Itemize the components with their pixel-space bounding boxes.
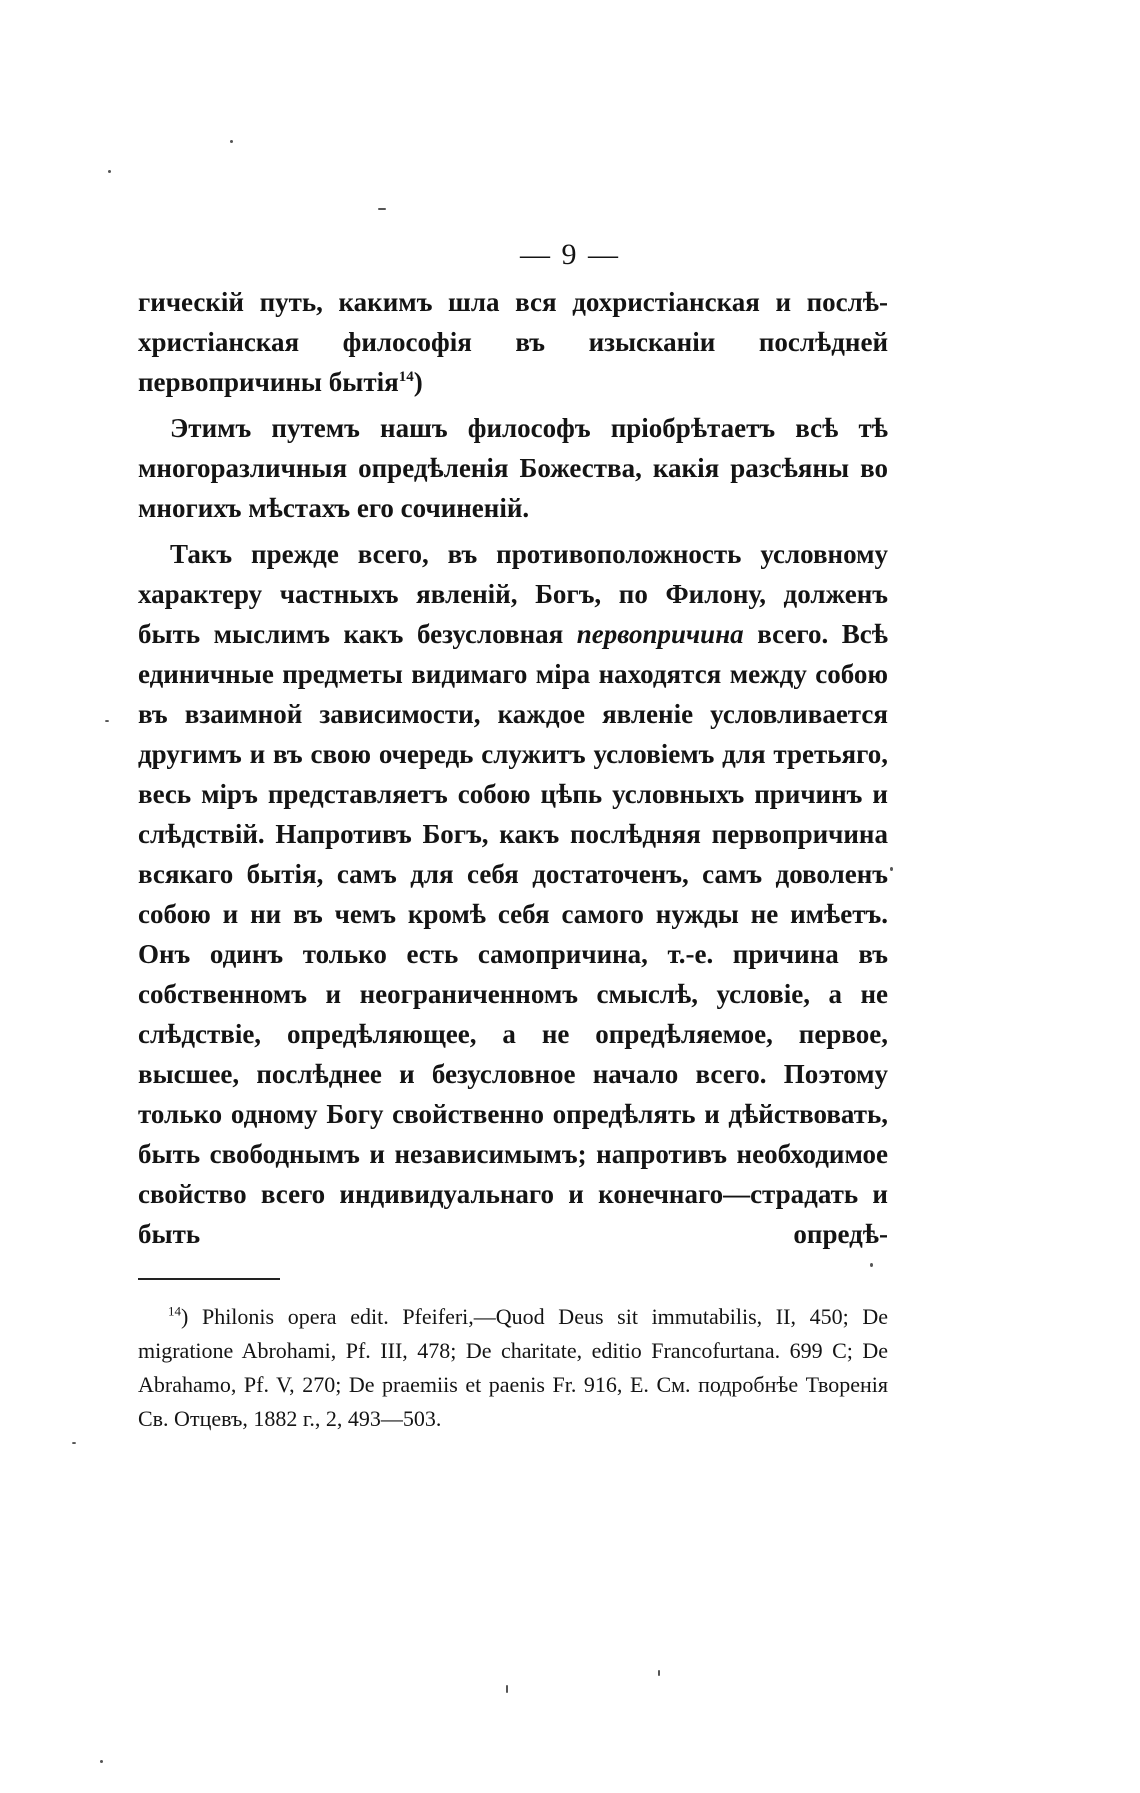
paragraph-3-after: всего. Всѣ единичные предметы видимаго міра находятся между собою въ взаимной зависимости, каждое явленіе условливается другимъ и въ свою очередь служитъ условіемъ для третьяго, весь міръ представляетъ собою цѣпь условныхъ причинъ и слѣдствій. Напротивъ Богъ, какъ послѣдняя первопричина всякаго бытія, самъ для себя достаточенъ, самъ доволенъ собою и ни въ чемъ кромѣ себя самого нужды не имѣетъ. Онъ одинъ только есть самопричина, т.-е. причина въ собственномъ и неограниченномъ смыслѣ, условіе, а не слѣдствіе, опредѣляющее, а не опредѣляемое, первое, высшее, послѣднее и безусловное начало всего. Поэтому только одному Богу свойственно опредѣлять и дѣйствовать, быть свободнымъ и независимымъ; напротивъ необходимое свойство всего индивидуальнаго и конечнаго—страдать и быть опредѣ-	[138, 619, 888, 1249]
scan-speck	[100, 1760, 103, 1763]
emphasis-term: первопричина	[576, 619, 744, 649]
scan-speck	[870, 1263, 873, 1267]
page-number: — 9 —	[520, 238, 620, 271]
paragraph-1-text: гическій путь, какимъ шла вся дохристіанская и послѣ-христіанская философія въ изысканіи послѣдней первопричины бытія	[138, 287, 888, 397]
scan-speck	[230, 140, 233, 143]
paragraph-2: Этимъ путемъ нашъ философъ пріобрѣтаетъ всѣ тѣ многоразличныя опредѣленія Божества, какія разсѣяны во многихъ мѣстахъ его сочиненій.	[138, 413, 888, 523]
body-text	[138, 282, 888, 1260]
footnote-reference: 14	[398, 369, 414, 385]
scan-speck	[72, 1442, 76, 1444]
paragraph-3	[138, 534, 888, 1254]
paragraph-1	[138, 282, 888, 402]
scan-speck	[890, 867, 893, 871]
paragraph-3-before: Такъ прежде всего, въ противоположность условному характеру частныхъ явленій, Богъ, по Филону, долженъ быть мыслимъ какъ безусловная	[138, 539, 888, 649]
scan-speck	[506, 1685, 508, 1693]
footnote-mark: 14	[168, 1303, 181, 1319]
scan-speck	[105, 720, 109, 722]
paragraph-1-tail: )	[413, 367, 423, 397]
scan-speck	[378, 208, 386, 210]
footnote	[138, 1300, 888, 1436]
scan-speck	[658, 1670, 660, 1676]
footnote-text: ) Philonis opera edit. Pfeiferi,—Quod Deus sit immutabilis, II, 450; De migratione Abrohami, Pf. III, 478; De charitate, editio Francofurtana. 699 C; De Abrahamo, Pf. V, 270; De praemiis et paenis Fr. 916, E. См. подробнѣе Творенія Св. Отцевъ, 1882 г., 2, 493—503.	[138, 1304, 888, 1431]
footnote-divider	[138, 1278, 280, 1280]
scan-speck	[108, 170, 111, 173]
